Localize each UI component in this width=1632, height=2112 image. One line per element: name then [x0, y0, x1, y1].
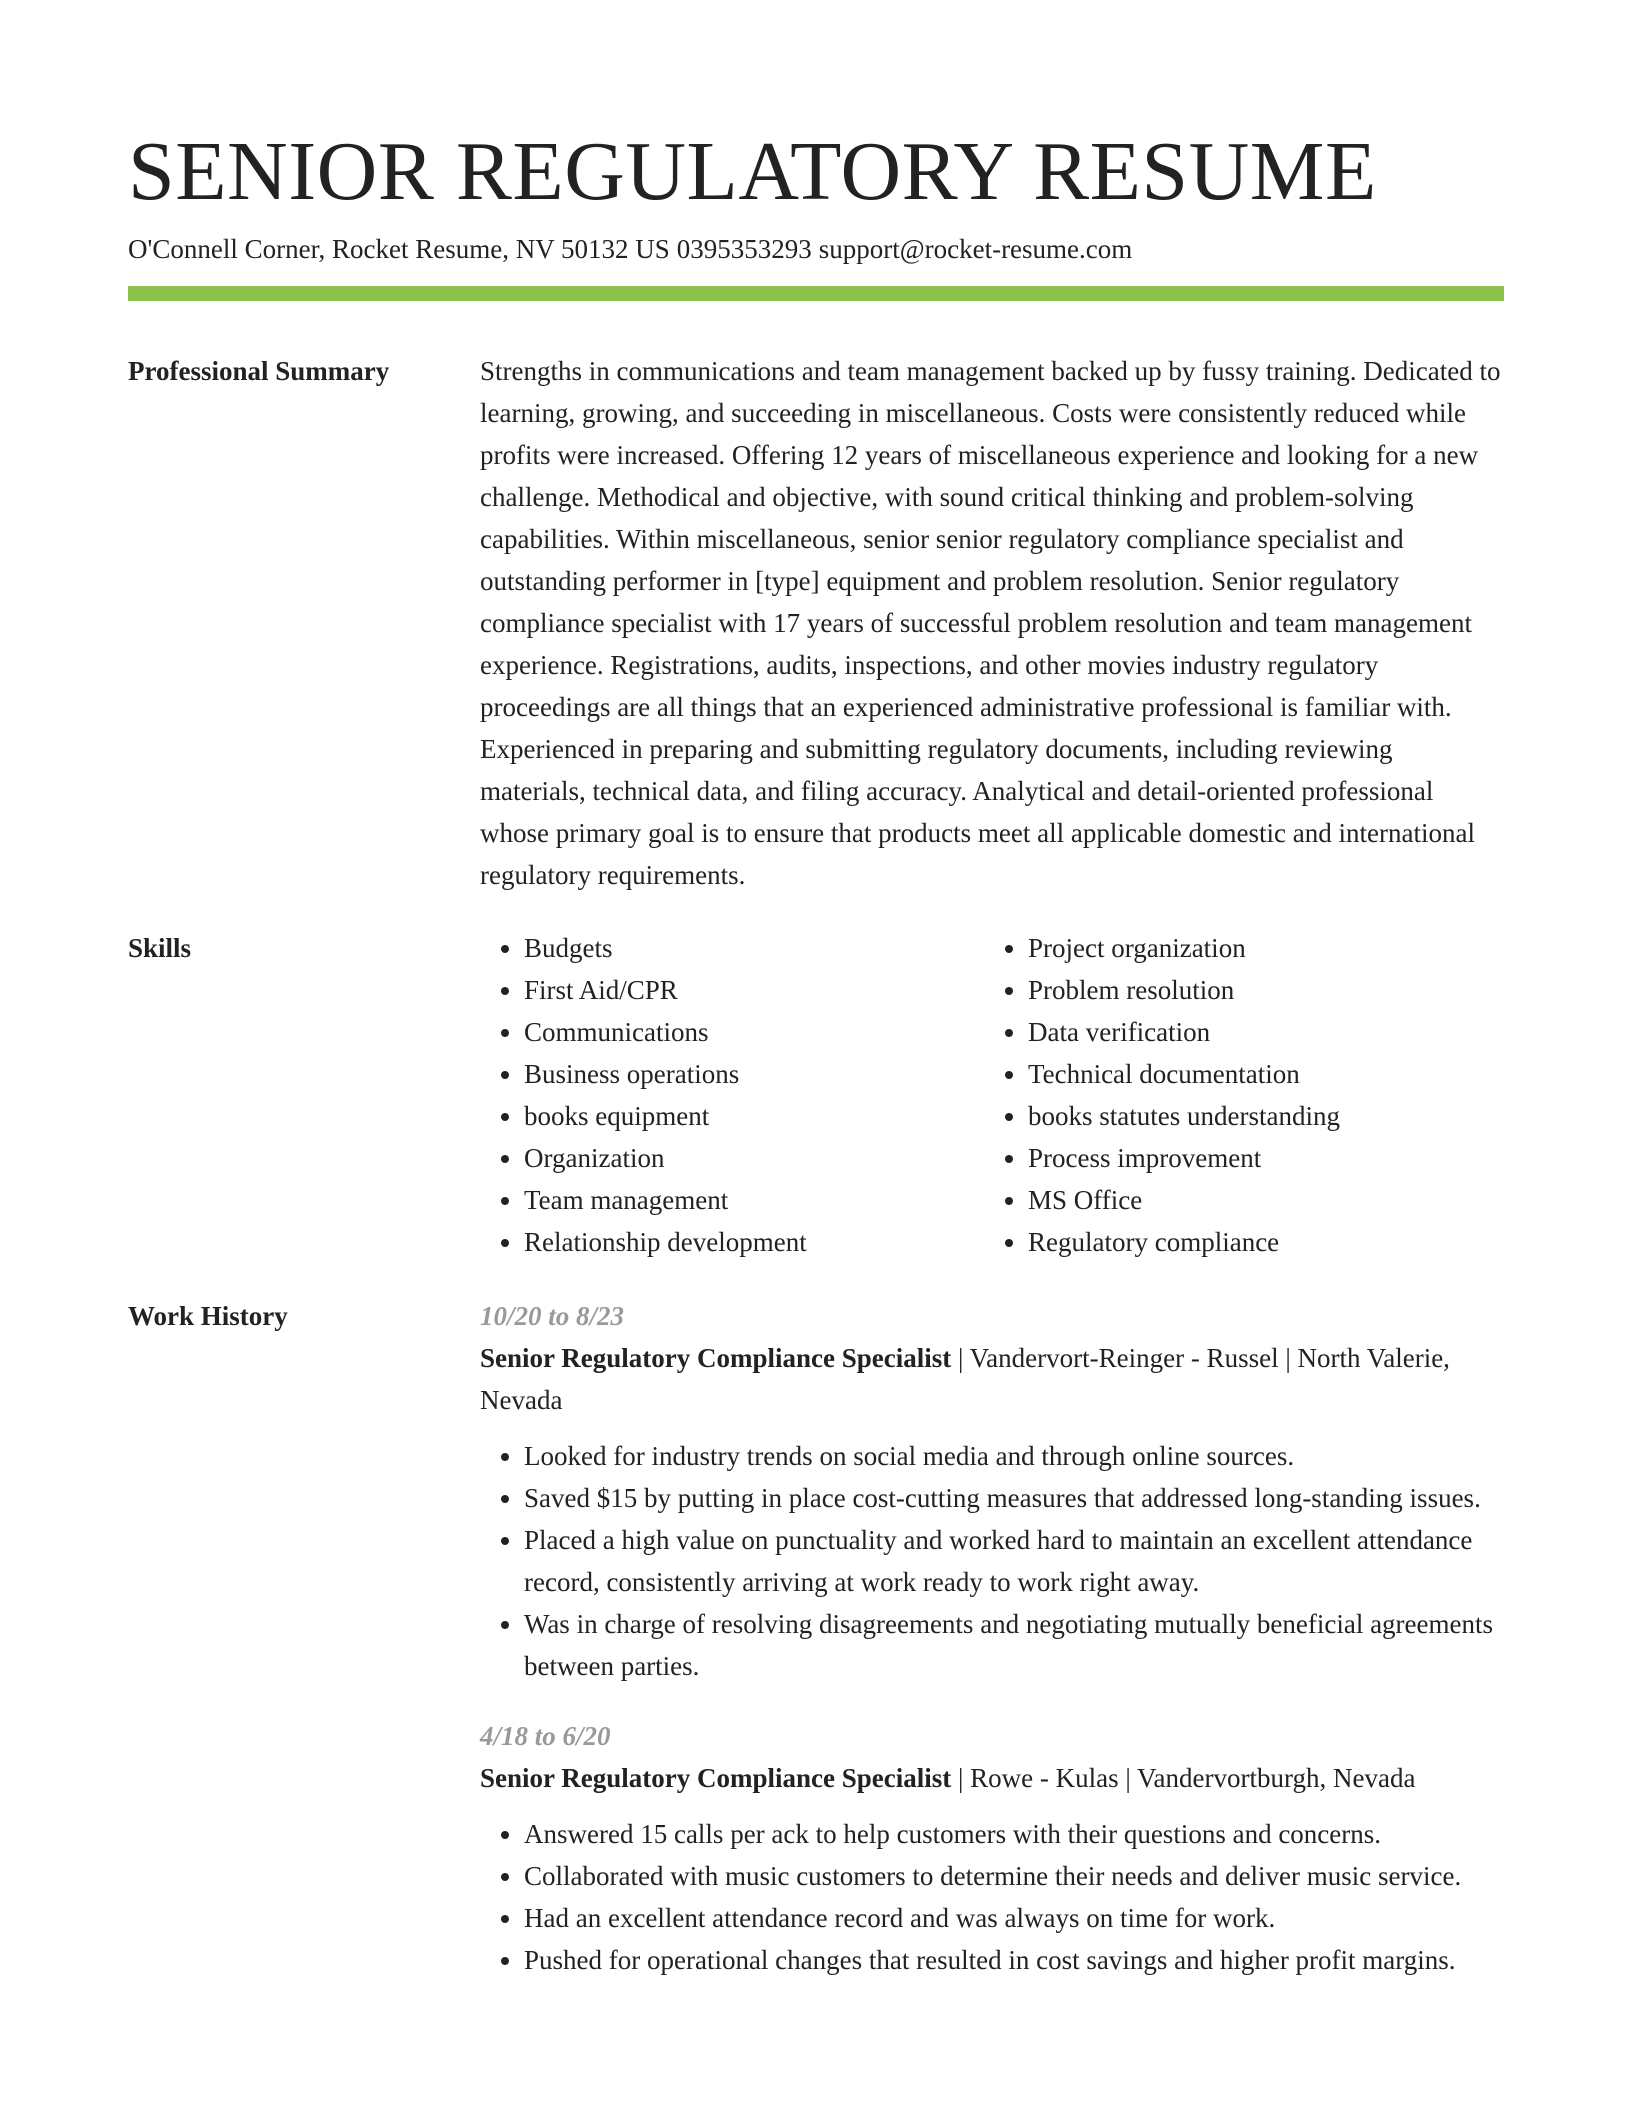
skill-item: • First Aid/CPR — [524, 969, 984, 1011]
summary-body — [480, 350, 1504, 896]
job-bullet: • Placed a high value on punctuality and worked hard to maintain an excellent attendance record, consistently arriving at work ready to work right away. — [524, 1519, 1504, 1603]
summary-text: Strengths in communications and team management backed up by fussy training. Dedicated to learning, growing, and succeeding in miscellaneous. Costs were consistently reduced while profits were increased. Offering 12 years of miscellaneous experience and looking for a new challenge. Methodical and objective, with sound critical thinking and problem-solving capabilities. Within miscellaneous, senior senior regulatory compliance specialist and outstanding performer in [type] equipment and problem resolution. Senior regulatory compliance specialist with 17 years of successful problem resolution and team management experience. Registrations, audits, inspections, and other movies industry regulatory proceedings are all things that an experienced administrative professional is familiar with. Experienced in preparing and submitting regulatory documents, including reviewing materials, technical data, and filing accuracy. Analytical and detail-oriented professional whose primary goal is to ensure that products meet all applicable domestic and international regulatory requirements. — [480, 356, 1501, 890]
job-bullet: • Pushed for operational changes that resulted in cost savings and higher profit margins. — [524, 1939, 1504, 1981]
contact-phone: 0395353293 — [676, 234, 812, 264]
skill-item: • Technical documentation — [1028, 1053, 1488, 1095]
job-bullet: • Had an excellent attendance record and was always on time for work. — [524, 1897, 1504, 1939]
skill-item: • Regulatory compliance — [1028, 1221, 1488, 1263]
job-title: Senior Regulatory Compliance Specialist — [480, 1343, 952, 1373]
skill-item: • Problem resolution — [1028, 969, 1488, 1011]
skill-item: • Team management — [524, 1179, 984, 1221]
skill-item: • Business operations — [524, 1053, 984, 1095]
skill-item: • Relationship development — [524, 1221, 984, 1263]
skill-item: • books equipment — [524, 1095, 984, 1137]
contact-line — [128, 232, 1132, 266]
job-bullet: • Answered 15 calls per ack to help customers with their questions and concerns. — [524, 1813, 1504, 1855]
skill-item: • Communications — [524, 1011, 984, 1053]
work-history-body — [480, 1295, 1504, 1981]
job-employer-location: | Rowe - Kulas | Vandervortburgh, Nevada — [951, 1763, 1416, 1793]
skills-heading: Skills — [128, 933, 192, 963]
job-bullet: • Collaborated with music customers to determine their needs and deliver music service. — [524, 1855, 1504, 1897]
contact-email: support@rocket-resume.com — [818, 234, 1133, 264]
job-entry — [480, 1715, 1504, 1981]
skill-item: • MS Office — [1028, 1179, 1488, 1221]
skills-list-left — [480, 927, 984, 1263]
job-bullet: • Saved $15 by putting in place cost-cutting measures that addressed long-standing issues. — [524, 1477, 1504, 1519]
skill-item: • Project organization — [1028, 927, 1488, 969]
job-dates: 10/20 to 8/23 — [480, 1301, 625, 1331]
job-dates: 4/18 to 6/20 — [480, 1721, 611, 1751]
accent-divider — [128, 286, 1504, 301]
job-heading — [480, 1337, 1504, 1421]
job-bullet: • Was in charge of resolving disagreements and negotiating mutually beneficial agreements between parties. — [524, 1603, 1504, 1687]
job-employer-location: | Vandervort-Reinger - Russel | North Valerie, Nevada — [480, 1343, 1450, 1415]
job-title: Senior Regulatory Compliance Specialist — [480, 1763, 952, 1793]
job-bullets — [480, 1813, 1504, 1981]
skill-item: • Organization — [524, 1137, 984, 1179]
resume-name: SENIOR REGULATORY RESUME — [128, 125, 1377, 218]
job-bullet: • Looked for industry trends on social media and through online sources. — [524, 1435, 1504, 1477]
work-history-heading: Work History — [128, 1301, 288, 1331]
skill-item: • Data verification — [1028, 1011, 1488, 1053]
skills-list-right — [984, 927, 1488, 1263]
contact-address: O'Connell Corner, Rocket Resume, NV 50132 US — [128, 234, 670, 264]
job-bullets — [480, 1435, 1504, 1687]
skill-item: • books statutes understanding — [1028, 1095, 1488, 1137]
job-heading — [480, 1757, 1504, 1799]
skill-item: • Budgets — [524, 927, 984, 969]
skills-body — [480, 927, 1504, 1263]
skill-item: • Process improvement — [1028, 1137, 1488, 1179]
job-entry — [480, 1295, 1504, 1687]
summary-heading: Professional Summary — [128, 356, 390, 386]
